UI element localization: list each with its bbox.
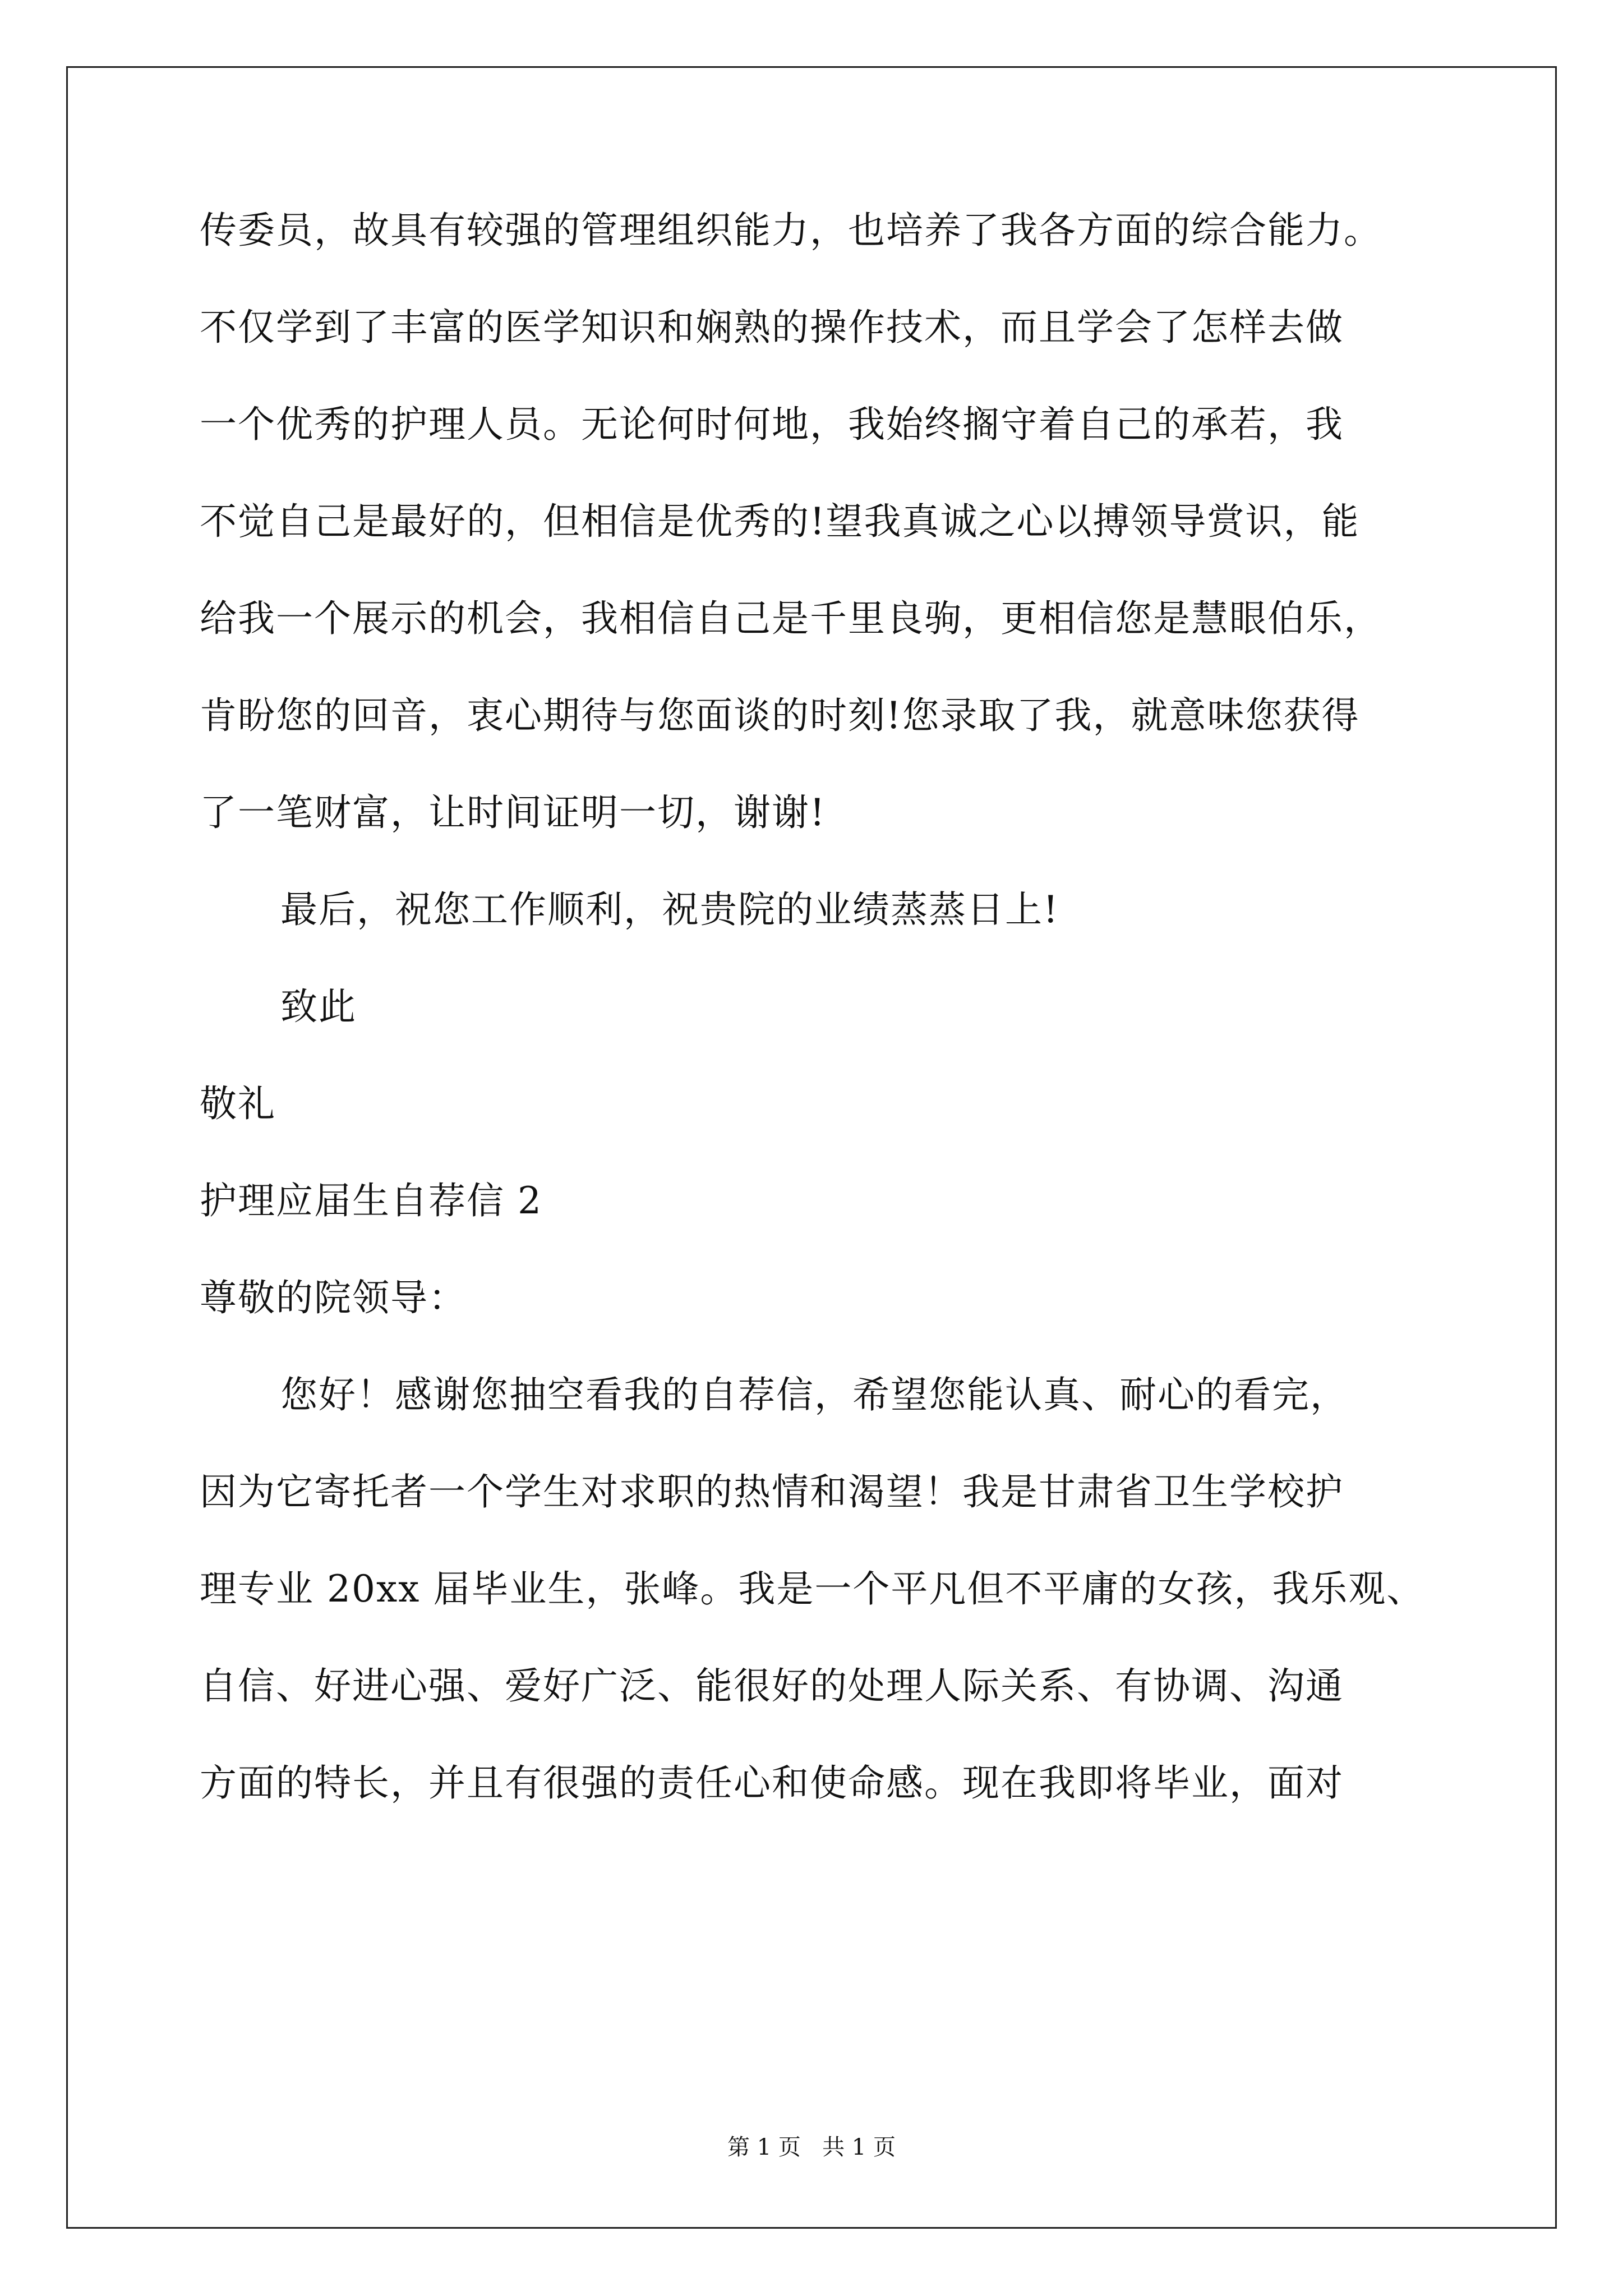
closing-wish: 最后，祝您工作顺利，祝贵院的业绩蒸蒸日上! <box>280 888 1059 931</box>
body-line-2: 不仅学到了丰富的医学知识和娴熟的操作技术，而且学会了怎样去做 <box>200 306 1344 349</box>
body-line-4: 不觉自己是最好的，但相信是优秀的!望我真诚之心以搏领导赏识，能 <box>200 500 1360 543</box>
body-line-6: 肯盼您的回音，衷心期待与您面谈的时刻!您录取了我，就意味您获得 <box>200 694 1360 737</box>
closing-zhici: 致此 <box>280 985 357 1028</box>
body-line-5: 给我一个展示的机会，我相信自己是千里良驹，更相信您是慧眼伯乐， <box>200 597 1382 640</box>
body-line-1: 传委员，故具有较强的管理组织能力，也培养了我各方面的综合能力。 <box>200 209 1382 252</box>
body-line-14: 因为它寄托者一个学生对求职的热情和渴望！我是甘肃省卫生学校护 <box>200 1470 1344 1513</box>
letter-title: 护理应届生自荐信 2 <box>200 1179 542 1222</box>
closing-jingli: 敬礼 <box>200 1082 276 1125</box>
page-number-footer: 第 1 页 共 1 页 <box>727 2134 896 2160</box>
body-line-13: 您好！感谢您抽空看我的自荐信，希望您能认真、耐心的看完， <box>280 1373 1348 1416</box>
body-line-7: 了一笔财富，让时间证明一切，谢谢! <box>200 791 826 834</box>
body-line-3: 一个优秀的护理人员。无论何时何地，我始终搁守着自己的承若，我 <box>200 403 1344 446</box>
salutation: 尊敬的院领导： <box>200 1276 467 1319</box>
page-border <box>66 66 1557 2229</box>
body-line-16: 自信、好进心强、爱好广泛、能很好的处理人际关系、有协调、沟通 <box>200 1664 1344 1708</box>
body-line-15: 理专业 20xx 届毕业生，张峰。我是一个平凡但不平庸的女孩，我乐观、 <box>200 1567 1425 1611</box>
body-line-17: 方面的特长，并且有很强的责任心和使命感。现在我即将毕业，面对 <box>200 1761 1344 1805</box>
